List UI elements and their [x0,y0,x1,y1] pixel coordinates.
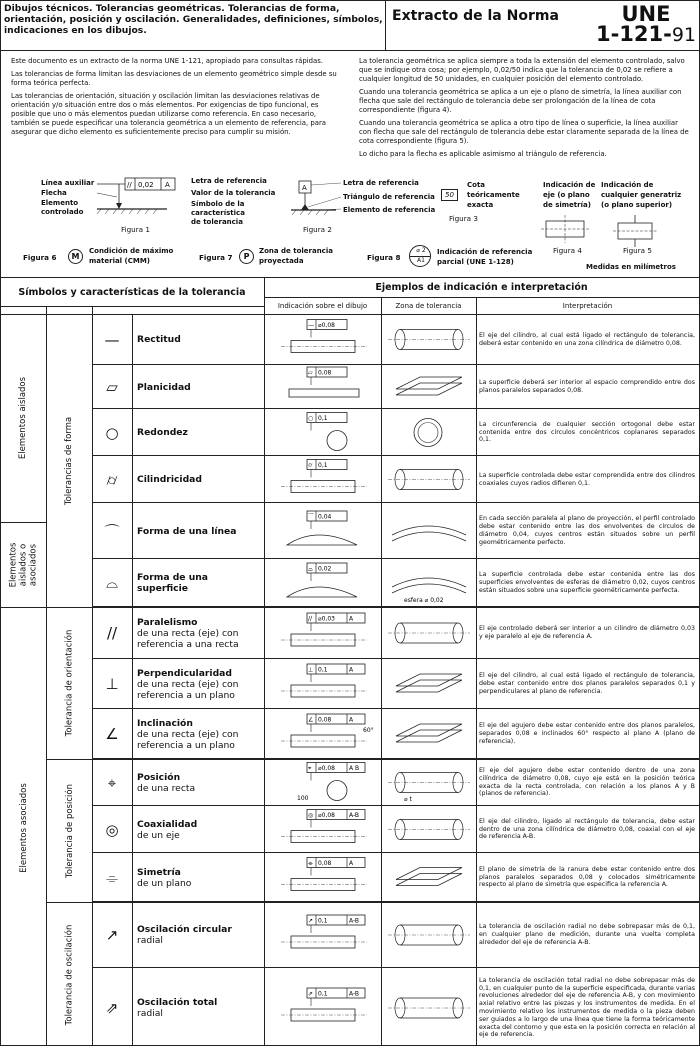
norm-id [593,1,699,50]
characteristic-name [137,659,265,709]
zone-svg [382,607,475,659]
drawing-indication [267,853,381,902]
f7-caption: Figura 7 [199,253,233,262]
figure-8 [367,245,537,273]
table-row [1,409,699,456]
norm-year: 91 [671,24,697,46]
group-orientacion: Tolerancia de orientación [64,629,75,737]
intro-paragraph: Cuando una tolerancia geométrica se aplica a otro tipo de línea o superficie, la línea auxiliar con flecha que sale del rectángulo de tolerancia debe estar claramente separada de la línea de cota correspondiente (figura 5). [359,119,689,145]
f1-label: Símbolo de la [191,200,245,208]
drawing-indication [267,659,381,709]
characteristic-symbol: ▱ [106,378,118,396]
frame-value: 0,1 [318,990,328,998]
tolerance-zone [382,456,475,503]
frame-symbol: ⌯ [308,860,313,867]
characteristic-name [137,503,265,559]
f5-label: (o plano superior) [601,201,673,209]
characteristic-symbol: ⌓ [106,574,118,592]
drawing-indication [267,709,381,759]
f1-label: característica [191,209,245,217]
table-row [1,709,699,759]
f1-label: Elemento [41,199,79,207]
characteristic-name-bold: Cilindricidad [137,474,202,485]
characteristic-symbol: ◎ [105,820,119,839]
figure-5 [601,179,699,259]
characteristic-detail: de un eje [137,829,180,841]
zone-svg [382,365,475,409]
f3-label: teóricamente [467,191,520,199]
drawing-indication [267,503,381,559]
frame-symbol: ⌭ [308,462,313,469]
f1-frame-symbol: // [127,181,132,189]
zone-svg [382,806,475,853]
interpretation-text: El eje del cilindro, ligado al rectángulo de tolerancia, debe estar dentro de una zona cilíndrica de diámetro 0,08, coaxial con el eje de referencia A-B. [479,817,695,841]
frame-value: 0,08 [318,369,332,377]
zone-svg [382,759,475,806]
tolerance-zone [382,559,475,607]
f8-bottom: A1 [417,257,425,264]
f6-label: Condición de máximo [89,247,174,255]
characteristic-name-bold: Forma de una [137,572,209,583]
frame-value: 0,04 [318,513,332,521]
characteristic-name-bold: Perpendicularidad [137,667,232,679]
f1-label: controlado [41,208,84,216]
f3-label: exacta [467,201,494,209]
characteristic-name [137,607,265,659]
drawing-indication [267,902,381,968]
header-symbols: Símbolos y características de la tolerancia [18,286,246,298]
characteristic-symbol: ⇗ [105,999,119,1017]
drawing-indication [267,968,381,1046]
frame-ref: A [349,716,354,724]
drawing-indication [267,759,381,806]
tolerance-zone [382,314,475,365]
frame-ref: A [349,860,354,867]
frame-ref: A [349,666,354,674]
interpretation-text: La superficie controlada debe estar comprendida entre dos cilindros coaxiales cuyos radios difieren 0,1. [479,471,695,487]
group-forma: Tolerancias de forma [64,416,75,505]
f3-caption: Figura 3 [449,214,478,223]
zone-svg [382,409,475,456]
tolerance-zone [382,409,475,456]
frame-value: 0,1 [318,462,328,469]
characteristic-name-bold: Rectitud [137,334,181,345]
header-examples: Ejemplos de indicación e interpretación [375,282,588,293]
tolerance-zone [382,853,475,902]
drawing-svg [267,806,381,853]
interpretation-text: La superficie controlada debe estar contenida entre las dos superficies envolventes de esferas de diámetro 0,02, cuyos centros están situados sobre una superficie geométricamente perfecta. [479,571,695,594]
characteristic-name [137,902,265,968]
frame-symbol: ⇗ [308,990,314,998]
interpretation-text: El eje del cilindro, al cual está ligado el rectángulo de tolerancia, deberá estar contenido en una zona cilíndrica de diámetro 0,08. [479,331,695,347]
figure-7 [199,247,339,273]
figure-1 [41,177,281,237]
drawing-svg [267,902,381,968]
frame-ref: A-B [349,990,360,998]
units-note: Medidas en milímetros [586,263,676,271]
group-oscilacion: Tolerancia de oscilación [64,924,75,1026]
characteristic-symbol: ∠ [105,725,119,743]
drawing-svg [267,659,381,709]
frame-ref: A [349,615,354,623]
zone-label: esfera ⌀ 0,02 [404,597,444,604]
angle-label: 60° [363,727,374,734]
tolerance-zone [382,759,475,806]
zone-svg [382,456,475,503]
interpretation-text: La tolerancia de oscilación total radial no debe sobrepasar más de 0,1, en cualquier punto de la superficie especificada, durante varias revoluciones alrededor del eje de referencia A-B, y con movimiento axial relativo entre las piezas y los instrumentos de medida. En el movimiento relativo los instrumentos de medida o la pieza deben ser guiados a lo largo de una línea que tiene la forma teóricamente exacta del contorno y que esta en la posición correcta en relación al eje de referencia. [479,976,695,1039]
figure-4 [533,179,603,259]
frame-value: 0,08 [318,860,332,867]
drawing-indication [267,456,381,503]
characteristic-name [137,314,265,365]
zone-svg [382,968,475,1046]
group-asociados: Elementos asociados [18,782,29,873]
intro-paragraph: Este documento es un extracto de la norma UNE 1-121, apropiado para consultas rápidas. [11,57,324,65]
characteristic-name [137,806,265,853]
intro-paragraph: Cuando una tolerancia geométrica se aplica a un eje o plano de simetría, la línea auxiliar con flecha que sale del rectángulo de tolerancia debe ser prolongación de la línea de cota correspondiente (figura 4). [359,88,682,114]
drawing-indication [267,409,381,456]
characteristic-detail: de una recta (eje) con referencia a un plano [137,728,239,751]
table-row [1,365,699,409]
frame-symbol: ∠ [308,716,314,724]
zone-svg [382,659,475,709]
norm-extract-label: Extracto de la Norma [385,1,593,50]
group-aislados-asociados: Elementos aislados o asociados [8,542,39,587]
f1-label: Flecha [41,189,67,197]
frame-ref: A-B [349,917,360,925]
f1-frame-value: 0,02 [138,181,154,189]
characteristic-name-bold: Simetría [137,866,181,878]
characteristic-name-bold: Oscilación circular [137,924,232,935]
characteristic-name-bold: Coaxialidad [137,818,198,830]
norm-number [593,24,699,45]
drawing-svg [267,559,381,607]
characteristic-name [137,853,265,902]
characteristic-name-bold: Oscilación total [137,997,218,1008]
interpretation-text: En cada sección paralela al plano de proyección, el perfil controlado debe estar contenido entre las dos envolventes de círculos de diámetro 0,04, cuyos centros están situados sobre un perfil geométricamente perfecto. [479,515,695,546]
frame-symbol: ⊥ [308,666,314,674]
f2-drawing [291,177,341,225]
characteristic-symbol: ↗ [105,926,119,944]
frame-value: ⌀0,08 [318,322,335,329]
characteristic-name [137,365,265,409]
drawing-svg [267,853,381,902]
frame-value: 0,1 [318,917,328,925]
group-posicion: Tolerancia de posición [64,783,75,878]
zone-svg [382,853,475,902]
frame-value: 0,1 [318,666,328,674]
figure-2 [291,177,441,237]
characteristic-symbol: ⌭ [106,470,118,489]
drawing-svg [267,456,381,503]
interpretation-text: El plano de simetría de la ranura debe estar contenido entre dos planos paralelos separados 0,08 y colocados simétricamente respecto al plano de simetría que especifica la referencia A. [479,865,695,889]
drawing-indication [267,314,381,365]
characteristic-name-bold: Inclinación [137,717,193,729]
tolerance-zone [382,365,475,409]
header-zone: Zona de tolerancia [381,297,476,314]
f1-label: Letra de referencia [191,177,267,185]
interpretation-text: La circunferencia de cualquier sección ortogonal debe estar contenida entre dos círculos concéntricos coplanares separados 0,1. [479,420,695,444]
f4-label: eje (o plano [543,191,590,199]
f2-label: Letra de referencia [343,179,419,187]
characteristic-name [137,759,265,806]
interpretation-text: La tolerancia de oscilación radial no debe sobrepasar más de 0,1, en cualquier plano de medición, durante una vuelta completa alrededor del eje de referencia A-B. [479,923,695,946]
interpretation-text: La superficie deberá ser interior al espacio comprendido entre dos planos paralelos separados 0,08. [479,379,695,394]
frame-symbol: ⌒ [308,513,315,521]
characteristic-name-bold: Planicidad [137,381,191,393]
table-row [1,559,699,607]
f6-caption: Figura 6 [23,253,57,262]
f8-label: Indicación de referencia [437,248,533,256]
characteristic-symbol: ⊥ [105,675,119,693]
frame-value: 0,08 [318,716,332,724]
characteristic-name [137,409,265,456]
f1-drawing [97,177,177,225]
characteristic-name-bold: Posición [137,771,181,783]
f6-symbol: M [68,249,83,264]
characteristic-detail: de una recta (eje) con referencia a una recta [137,627,239,650]
f8-symbol [409,245,431,267]
tolerance-zone [382,968,475,1046]
characteristic-name-bold: Forma de una línea [137,525,237,537]
drawing-svg [267,759,381,806]
f2-caption: Figura 2 [303,225,332,234]
norm-number-main: 1-121- [595,22,672,46]
zone-svg [382,314,475,365]
frame-ref: A-B [349,812,360,819]
characteristic-detail: radial [137,935,163,946]
f8-caption: Figura 8 [367,253,401,262]
f1-caption: Figura 1 [121,225,150,234]
table-row [1,853,699,902]
drawing-svg [267,314,381,365]
frame-value: ⌀0,08 [318,812,335,819]
drawing-svg [267,365,381,409]
zone-svg [382,503,475,559]
table-row [1,314,699,365]
f3-label: Cota [467,181,486,189]
frame-symbol: — [308,322,314,329]
f8-top: ⌀ 2 [416,247,426,254]
tolerance-table [1,277,699,1046]
f7-symbol: P [239,249,254,264]
drawing-indication [267,806,381,853]
frame-symbol: ○ [308,415,314,422]
table-row [1,659,699,709]
intro-paragraph: Las tolerancias de orientación, situación y oscilación limitan las desviaciones relativas de orientación y/o situación entre dos o más elementos. Por exigencias de tipo funcional, es posible que uno o más elementos puedan utilizarse como referencia. En caso necesario, también se puede especificar una tolerancia geométrica a un elemento de referencia, para asegurar que dicho elemento es suficientemente preciso para cumplir su misión. [11,92,327,136]
characteristic-symbol: ○ [105,423,119,442]
frame-symbol: // [308,615,313,623]
header-drawing: Indicación sobre el dibujo [264,297,381,314]
characteristic-name-bold: Paralelismo [137,616,198,628]
table-row [1,503,699,559]
f5-label: Indicación de [601,181,654,189]
f5-label: cualquier generatriz [601,191,682,199]
figure-6 [23,247,183,273]
zone-svg [382,559,475,607]
f5-drawing [613,215,663,247]
intro-paragraph: Las tolerancias de forma limitan las desviaciones de un elemento geométrico simple desde su forma teórica perfecta. [11,70,337,87]
drawing-svg [267,968,381,1046]
f1-label: de tolerancia [191,218,243,226]
group-aislados: Elementos aislados [18,376,29,460]
f1-label: Línea auxiliar [41,179,95,187]
characteristic-name-bold: Redondez [137,427,188,438]
characteristic-detail: de una recta [137,782,196,794]
f4-caption: Figura 4 [553,246,582,255]
characteristic-name [137,968,265,1046]
f1-frame-ref: A [165,181,170,189]
f1-label: Valor de la tolerancia [191,189,276,197]
frame-value: ⌀0,08 [318,765,335,772]
intro-paragraph: La tolerancia geométrica se aplica siempre a toda la extensión del elemento controlado, salvo que se indique otra cosa; por ejemplo, 0,02/50 indica que la tolerancia de 0,02 se refiere a cualquier longitud de 50 unidades, en cualquier posición del elemento controlado. [359,57,685,83]
zone-svg [382,902,475,968]
zone-svg [382,709,475,759]
table-row [1,759,699,806]
interpretation-text: El eje del agujero debe estar contenido entre dos planos paralelos, separados 0,08 e inclinados 60° respecto al plano A (plano de referencia). [479,722,695,745]
characteristic-symbol: // [106,624,118,642]
frame-value: 0,1 [318,415,328,422]
drawing-indication [267,365,381,409]
drawing-svg [267,503,381,559]
frame-symbol: ⌖ [308,765,312,772]
table-row [1,456,699,503]
interpretation-text: El eje del agujero debe estar contenido dentro de una zona cilíndrica de diámetro 0,08, cuyo eje está en la posición teórica exacta de la recta controlada, con relación a los planos A y B (planos de referencia). [479,766,695,798]
table-row [1,806,699,853]
frame-value: 0,02 [318,565,332,573]
drawing-indication [267,607,381,659]
characteristic-name [137,559,265,607]
drawing-indication [267,559,381,607]
frame-symbol: ↗ [308,917,314,925]
characteristic-name [137,709,265,759]
figure-3 [441,179,531,229]
characteristic-symbol: ⌖ [107,773,117,792]
tolerance-zone [382,709,475,759]
f8-label: parcial (UNE 1-128) [437,258,514,266]
table-row [1,968,699,1046]
header-interpretation: Interpretación [476,297,699,314]
f2-label: Elemento de referencia [343,206,436,214]
frame-value: ⌀0,03 [318,615,335,623]
intro-right [359,57,691,163]
drawing-svg [267,709,381,759]
interpretation-text: El eje controlado deberá ser interior a un cilindro de diámetro 0,03 y eje paralelo al eje de referencia A. [479,625,695,640]
intro-paragraph: Lo dicho para la flecha es aplicable asimismo al triángulo de referencia. [359,150,607,158]
tolerance-zone [382,659,475,709]
characteristic-symbol: ⌒ [104,522,120,541]
drawing-svg [267,409,381,456]
tolerance-zone [382,607,475,659]
interpretation-text: El eje del cilindro, al cual está ligado el rectángulo de tolerancia, debe estar contenido entre dos planos paralelos separados 0,1 y perpendiculares al plano de referencia. [479,672,695,695]
f3-box: 50 [441,189,458,201]
characteristic-detail: de un plano [137,877,192,889]
frame-symbol: ◎ [308,812,314,819]
frame-symbol: ⌓ [308,565,313,573]
f2-letter: A [302,184,307,192]
characteristic-detail: radial [137,1008,163,1019]
characteristic-name-bold-2: superficie [137,583,188,594]
intro-left [11,57,341,141]
characteristic-symbol: ⌯ [105,868,118,887]
document-title: Dibujos técnicos. Tolerancias geométricas. Tolerancias de forma, orientación, posición y oscilación. Generalidades, definiciones, símbolos, indicaciones en los dibujos. [4,3,383,36]
f6-label: material (CMM) [89,257,150,265]
frame-symbol: ▱ [308,369,313,377]
header [1,1,699,51]
f4-label: de simetría) [543,201,591,209]
f4-label: Indicación de [543,181,596,189]
f4-drawing [541,215,591,247]
characteristic-detail: de una recta (eje) con referencia a un plano [137,678,239,701]
drawing-svg [267,607,381,659]
table-row [1,902,699,968]
tolerance-zone [382,902,475,968]
f7-label: Zona de tolerancia [259,247,333,255]
frame-ref: A B [349,765,360,772]
f7-label: proyectada [259,257,304,265]
f5-caption: Figura 5 [623,246,652,255]
f2-label: Triángulo de referencia [343,193,435,201]
dimension-label: 100 [297,795,309,802]
tolerance-zone [382,503,475,559]
zone-label: ⌀ t [404,796,412,803]
table-row [1,607,699,659]
characteristic-symbol: — [104,330,120,349]
tolerance-zone [382,806,475,853]
characteristic-name [137,456,265,503]
norm-une: UNE [621,2,671,26]
